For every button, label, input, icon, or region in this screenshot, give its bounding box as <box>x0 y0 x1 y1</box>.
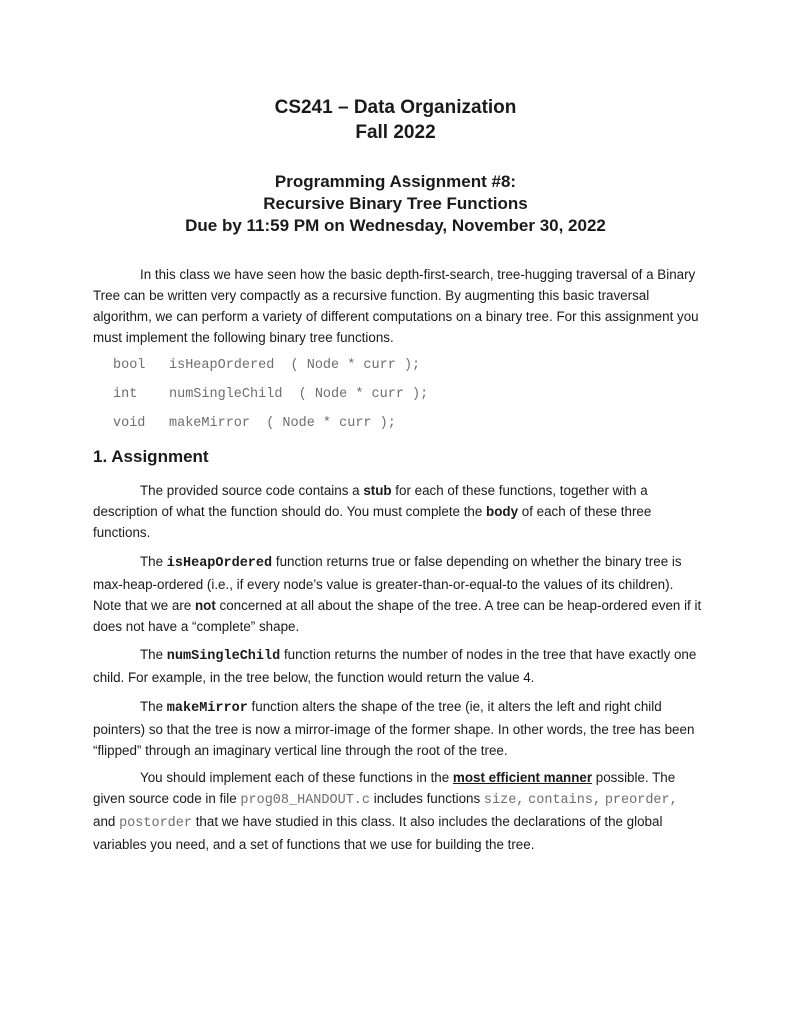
emphasis-underlined: most efficient manner <box>452 770 593 785</box>
return-type: int <box>113 387 138 402</box>
course-title: CS241 – Data Organization <box>274 97 517 118</box>
text: The provided source code contains a <box>140 483 364 498</box>
signature-makemirror <box>113 416 396 431</box>
text: function returns the number of nodes in the tree that have exactly one child. For example, in the tree below, the function would return the value 4. <box>93 647 697 685</box>
signature-isheapordered <box>113 358 420 373</box>
function-name: isHeapOrdered <box>166 556 273 571</box>
return-type: bool <box>113 358 146 373</box>
text: possible. The given source code in file <box>93 770 676 806</box>
section-heading: 1. Assignment <box>93 447 209 466</box>
function-size: size, <box>483 793 525 808</box>
function-name: makeMirror <box>166 701 248 716</box>
function-name: numSingleChild <box>166 649 281 664</box>
paragraph-numsinglechild <box>93 644 703 688</box>
text: of each of these three functions. <box>93 504 652 540</box>
assignment-title: Programming Assignment #8: <box>274 172 517 191</box>
signature-rest: isHeapOrdered ( Node * curr ); <box>169 358 421 373</box>
paragraph-stub <box>93 480 703 543</box>
signature-rest: makeMirror ( Node * curr ); <box>169 416 396 431</box>
text: function returns true or false depending on whether the binary tree is max-heap-ordered (i.e., if every node’s value is greater-than-or-equal-to the values of its children). Note that we are <box>93 554 682 613</box>
return-type: void <box>113 416 146 431</box>
text: You should implement each of these functions in the <box>140 770 453 785</box>
function-postorder: postorder <box>119 816 192 831</box>
text: The <box>140 699 167 714</box>
paragraph-isheapordered <box>93 551 703 637</box>
due-date: Due by 11:59 PM on Wednesday, November 30, 2022 <box>185 216 606 235</box>
paragraph-efficiency <box>93 767 703 855</box>
function-preorder: preorder, <box>604 793 678 808</box>
text: and <box>93 814 120 829</box>
text: concerned at all about the shape of the tree. A tree can be heap-ordered even if it does not have a “complete” shape. <box>93 598 702 634</box>
text: includes functions <box>370 791 484 806</box>
signature-rest: numSingleChild ( Node * curr ); <box>169 387 429 402</box>
text: The <box>140 647 167 662</box>
paragraph-makemirror <box>93 696 703 761</box>
function-contains: contains, <box>528 793 602 808</box>
intro-paragraph: In this class we have seen how the basic depth-first-search, tree-hugging traversal of a Binary Tree can be written very compactly as a recursive function. By augmenting this basic traversal algorithm, we can perform a variety of different computations on a binary tree. For this assignment you must implement the following binary tree functions. <box>93 267 699 345</box>
bold-not: not <box>194 598 216 613</box>
text: function alters the shape of the tree (ie, it alters the left and right child pointers) so that the tree is now a mirror-image of the former shape. In other words, the tree has been “flipped” through an imaginary vertical line through the root of the tree. <box>93 699 695 758</box>
file-name: prog08_HANDOUT.c <box>240 793 371 808</box>
term-title: Fall 2022 <box>355 122 436 143</box>
assignment-topic: Recursive Binary Tree Functions <box>263 194 528 213</box>
signature-numsinglechild <box>113 387 428 402</box>
text: that we have studied in this class. It also includes the declarations of the global variables you need, and a set of functions that we use for building the tree. <box>93 814 663 852</box>
bold-body: body <box>486 504 519 519</box>
bold-stub: stub <box>363 483 392 498</box>
text: The <box>140 554 167 569</box>
text: for each of these functions, together with a description of what the function should do. You must complete the <box>93 483 648 519</box>
